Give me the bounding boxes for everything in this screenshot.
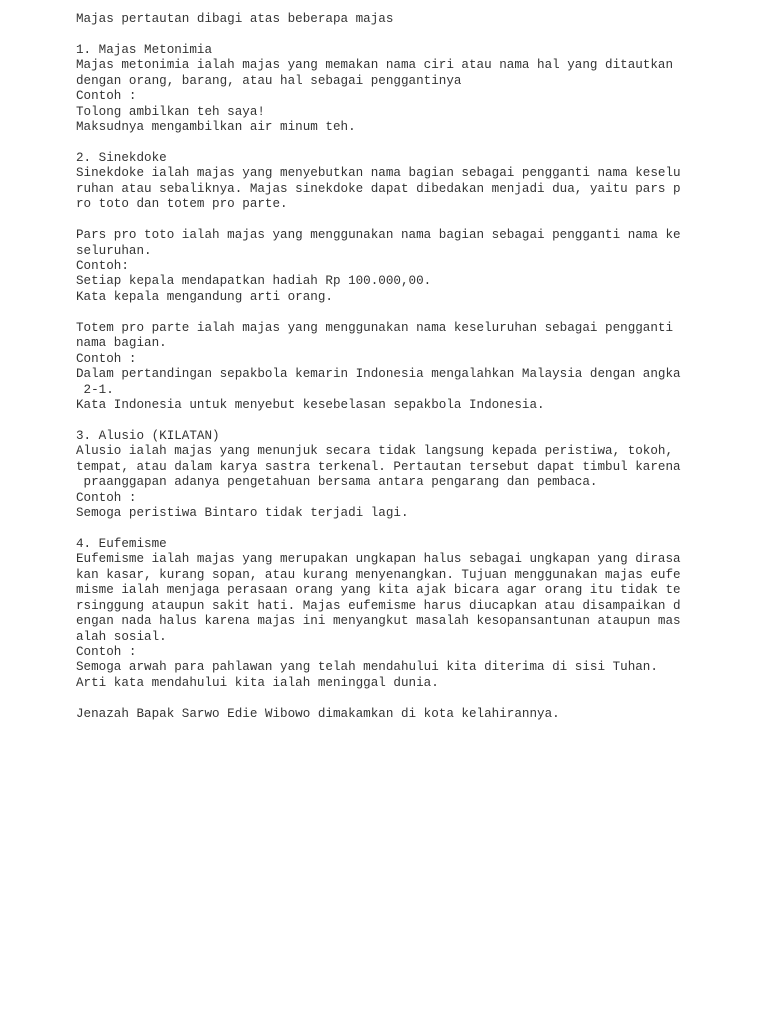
text-line: Jenazah Bapak Sarwo Edie Wibowo dimakamkan di kota kelahirannya. — [76, 706, 560, 721]
text-line: 3. Alusio (KILATAN) — [76, 428, 220, 443]
text-line: Contoh: — [76, 259, 129, 273]
text-line: Majas metonimia ialah majas yang memakan nama ciri atau nama hal yang ditautkan — [76, 58, 674, 73]
text-line: seluruhan. — [76, 243, 152, 258]
text-line: misme ialah menjaga perasaan orang yang kita ajak bicara agar orang itu tidak te — [76, 583, 681, 598]
blank-line — [76, 305, 756, 320]
text-line: Eufemisme ialah majas yang merupakan ungkapan halus sebagai ungkapan yang dirasa — [76, 552, 681, 567]
text-line: 1. Majas Metonimia — [76, 42, 213, 57]
blank-line — [76, 521, 756, 536]
blank-line — [76, 27, 756, 42]
text-line: Contoh : — [76, 644, 137, 659]
text-line: Contoh : — [76, 490, 137, 505]
text-line: Kata Indonesia untuk menyebut kesebelasan sepakbola Indonesia. — [76, 397, 545, 412]
text-line: Pars pro toto ialah majas yang menggunakan nama bagian sebagai pengganti nama ke — [76, 228, 681, 243]
text-line: Contoh : — [76, 351, 137, 366]
text-line: 2. Sinekdoke — [76, 150, 167, 165]
blank-line — [76, 691, 756, 706]
text-line: Majas pertautan dibagi atas beberapa majas — [76, 12, 394, 26]
text-line: Sinekdoke ialah majas yang menyebutkan nama bagian sebagai pengganti nama keselu — [76, 166, 681, 181]
text-line: Semoga peristiwa Bintaro tidak terjadi lagi. — [76, 506, 409, 520]
text-line: nama bagian. — [76, 336, 167, 351]
text-line: Maksudnya mengambilkan air minum teh. — [76, 120, 356, 135]
text-line: engan nada halus karena majas ini menyangkut masalah kesopansantunan ataupun mas — [76, 614, 681, 629]
text-line: Arti kata mendahului kita ialah meninggal dunia. — [76, 675, 439, 690]
text-line: Contoh : — [76, 89, 137, 104]
text-line: kan kasar, kurang sopan, atau kurang menyenangkan. Tujuan menggunakan majas eufe — [76, 567, 681, 582]
document-body — [76, 12, 756, 722]
text-line: Dalam pertandingan sepakbola kemarin Indonesia mengalahkan Malaysia dengan angka — [76, 367, 681, 382]
text-line: alah sosial. — [76, 629, 167, 644]
text-line: Totem pro parte ialah majas yang menggunakan nama keseluruhan sebagai pengganti — [76, 320, 674, 335]
text-line: 4. Eufemisme — [76, 536, 167, 551]
text-line: ro toto dan totem pro parte. — [76, 197, 288, 212]
text-line: Tolong ambilkan teh saya! — [76, 104, 265, 119]
blank-line — [76, 213, 756, 228]
text-line: Alusio ialah majas yang menunjuk secara tidak langsung kepada peristiwa, tokoh, — [76, 444, 674, 459]
text-line: praanggapan adanya pengetahuan bersama antara pengarang dan pembaca. — [76, 475, 598, 490]
text-line: 2-1. — [76, 382, 114, 397]
blank-line — [76, 136, 756, 151]
text-line: tempat, atau dalam karya sastra terkenal. Pertautan tersebut dapat timbul karena — [76, 459, 681, 474]
text-line: Setiap kepala mendapatkan hadiah Rp 100.000,00. — [76, 274, 432, 289]
text-line: rsinggung ataupun sakit hati. Majas eufemisme harus diucapkan atau disampaikan d — [76, 598, 681, 613]
blank-line — [76, 413, 756, 428]
text-line: dengan orang, barang, atau hal sebagai penggantinya — [76, 73, 462, 88]
text-line: Semoga arwah para pahlawan yang telah mendahului kita diterima di sisi Tuhan. — [76, 660, 658, 675]
text-line: ruhan atau sebaliknya. Majas sinekdoke dapat dibedakan menjadi dua, yaitu pars p — [76, 181, 681, 196]
text-line: Kata kepala mengandung arti orang. — [76, 289, 333, 304]
